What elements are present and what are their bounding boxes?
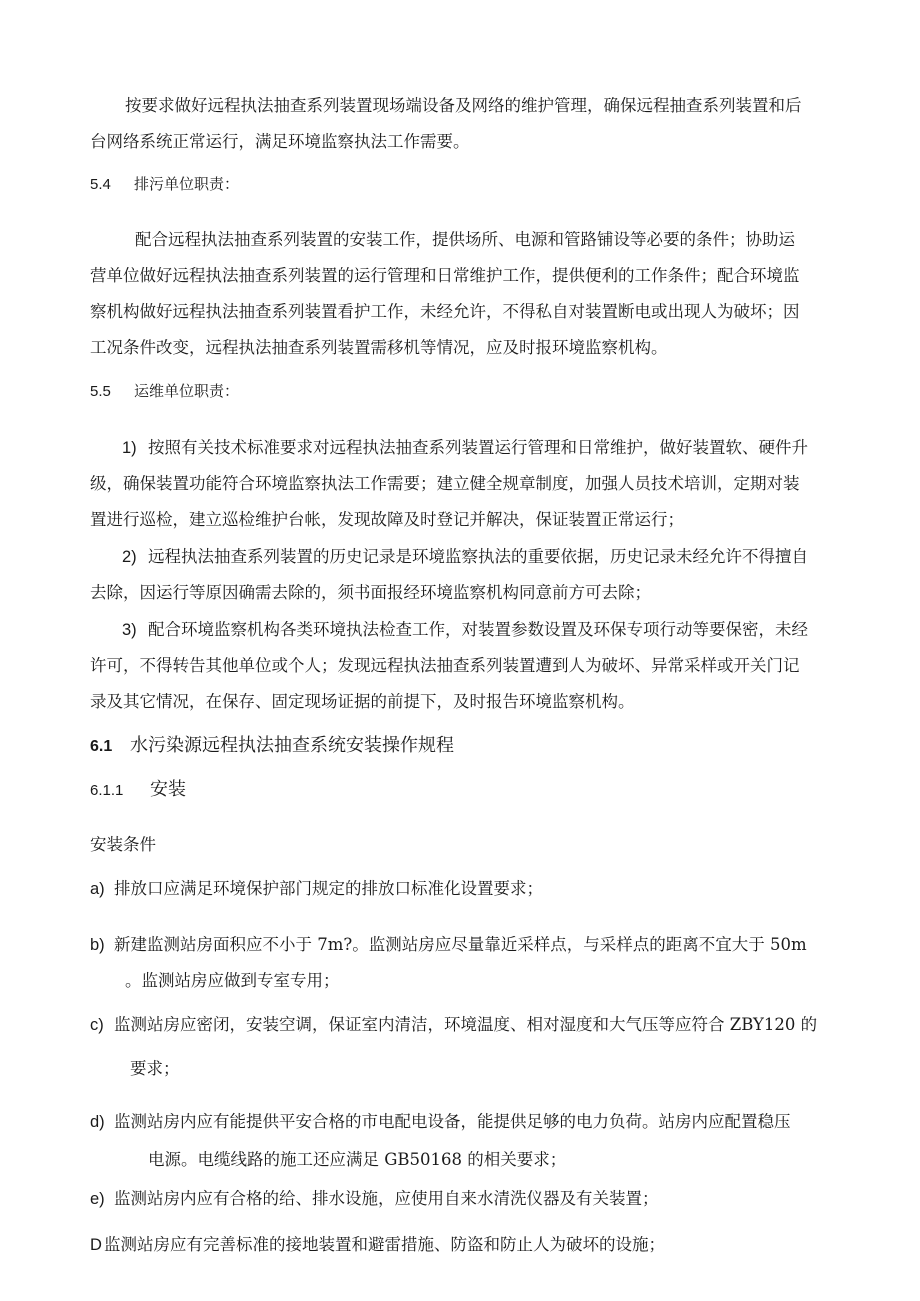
section-heading-5-4 [90,173,239,196]
paragraph-line: 察机构做好远程执法抽查系列装置看护工作，未经允许，不得私自对装置断电或出现人为破坏；因 [90,302,800,321]
item-label: e) [90,1190,105,1208]
condition-item-e: e) 监测站房内应有合格的给、排水设施，应使用自来水清洗仪器及有关装置； [90,1189,659,1208]
section-number: 5.4 [90,176,111,193]
item-label: b) [90,936,105,954]
item-label: d) [90,1113,105,1131]
paragraph-line: 级，确保装置功能符合环境监察执法工作需要；建立健全规章制度，加强人员技术培训，定期对装 [90,474,800,493]
condition-item-a: a) 排放口应满足环境保护部门规定的排放口标准化设置要求； [90,879,543,898]
paragraph-line: 置进行巡检，建立巡检维护台帐，发现故障及时登记并解决，保证装置正常运行； [90,510,684,529]
section-number: 6.1 [90,738,113,755]
condition-item-b: b) 新建监测站房面积应不小于 7m?。监测站房应尽量靠近采样点，与采样点的距离不宜大于 50m [90,935,807,954]
paragraph-line: 营单位做好远程执法抽查系列装置的运行管理和日常维护工作，提供便利的工作条件；配合环境监 [90,266,800,285]
paragraph-line: 电源。电缆线路的施工还应满足 GB50168 的相关要求； [148,1150,567,1169]
section-title: 运维单位职责： [134,382,240,400]
paragraph-line: 。监测站房应做到专室专用； [125,971,340,990]
item-label: a) [90,880,105,898]
list-number: 2) [122,548,137,566]
section-title: 排污单位职责： [134,175,240,193]
paragraph-line: 按要求做好远程执法抽查系列装置现场端设备及网络的维护管理，确保远程抽查系列装置和后 [125,96,802,115]
section-title: 水污染源远程执法抽查系统安装操作规程 [130,735,454,756]
section-number: 5.5 [90,383,111,400]
condition-item-c: c) 监测站房应密闭，安装空调，保证室内清洁，环境温度、相对湿度和大气压等应符合 ZBY120 的 [90,1015,818,1034]
paragraph-line: 许可，不得转告其他单位或个人；发现远程执法抽查系列装置遭到人为破坏、异常采样或开关门记 [90,656,800,675]
list-number: 3) [122,621,137,639]
list-item-2: 2) 远程执法抽查系列装置的历史记录是环境监察执法的重要依据，历史记录未经允许不得擅自 [122,547,808,566]
condition-item-d: d) 监测站房内应有能提供平安合格的市电配电设备，能提供足够的电力负荷。站房内应配置稳压 [90,1112,791,1131]
item-label: D [90,1236,102,1254]
paragraph-line: 台网络系统正常运行，满足环境监察执法工作需要。 [90,132,470,151]
item-label: c) [90,1016,104,1034]
list-item-1: 1) 按照有关技术标准要求对远程执法抽查系列装置运行管理和日常维护，做好装置软、硬件升 [122,438,808,457]
paragraph-line: 去除，因运行等原因确需去除的，须书面报经环境监察机构同意前方可去除； [90,583,651,602]
section-number: 6.1.1 [90,782,124,799]
paragraph-line: 配合远程执法抽查系列装置的安装工作，提供场所、电源和管路铺设等必要的条件；协助运 [135,230,795,249]
condition-item-f: D 监测站房应有完善标准的接地装置和避雷措施、防盗和防止人为破坏的设施； [90,1235,665,1254]
paragraph-line: 录及其它情况，在保存、固定现场证据的前提下，及时报告环境监察机构。 [90,692,635,711]
section-heading-6-1-1 [90,779,186,802]
paragraph-line: 工况条件改变，远程执法抽查系列装置需移机等情况，应及时报环境监察机构。 [90,338,668,357]
subheading-install-conditions: 安装条件 [90,835,156,854]
paragraph-line: 要求； [130,1059,180,1078]
section-heading-6-1 [90,735,454,758]
section-heading-5-5 [90,380,239,403]
list-number: 1) [122,439,137,457]
section-title: 安装 [150,779,186,800]
list-item-3: 3) 配合环境监察机构各类环境执法检查工作，对装置参数设置及环保专项行动等要保密，未经 [122,620,808,639]
